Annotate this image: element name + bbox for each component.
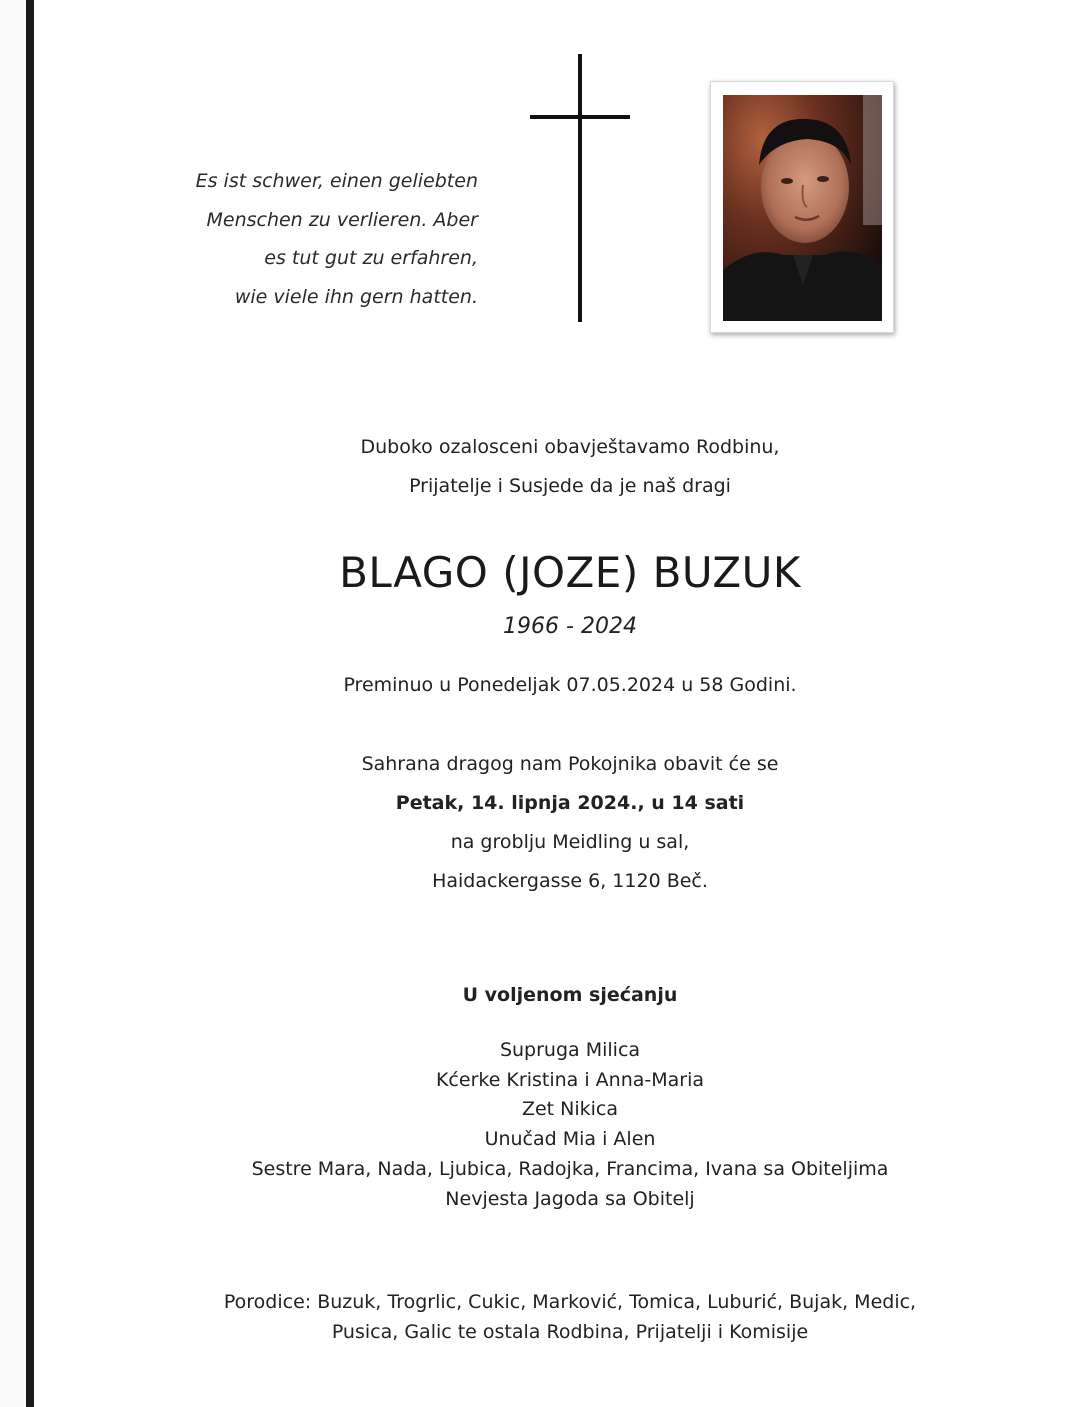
cross-vertical-bar <box>578 54 582 322</box>
families-list <box>60 1288 1080 1347</box>
life-years: 1966 - 2024 <box>503 614 637 639</box>
funeral-details <box>60 745 1080 901</box>
quote-line: es tut gut zu erfahren, <box>264 247 478 269</box>
page-edge <box>0 0 26 1407</box>
memory-title: U voljenom sjećanju <box>462 984 678 1006</box>
portrait-icon <box>723 95 882 321</box>
notice-line: Prijatelje i Susjede da je naš dragi <box>409 475 731 497</box>
notice-text <box>60 428 1080 506</box>
relative-item: Zet Nikica <box>521 1098 619 1121</box>
portrait-photo <box>723 95 882 321</box>
left-border-line <box>26 0 34 1407</box>
relative-item: Unučad Mia i Alen <box>484 1128 656 1151</box>
funeral-address: Haidackergasse 6, 1120 Beč. <box>432 870 708 892</box>
death-notice: Preminuo u Ponedeljak 07.05.2024 u 58 Godini. <box>343 674 797 696</box>
notice-line: Duboko ozalosceni obavještavamo Rodbinu, <box>360 436 780 458</box>
funeral-datetime: Petak, 14. lipnja 2024., u 14 sati <box>395 792 745 814</box>
relative-item: Supruga Milica <box>499 1039 641 1061</box>
quote-line: wie viele ihn gern hatten. <box>234 285 478 308</box>
families-line: Pusica, Galic te ostala Rodbina, Prijatelji i Komisije <box>331 1320 809 1343</box>
families-line: Porodice: Buzuk, Trogrlic, Cukic, Marković, Tomica, Luburić, Bujak, Medic, <box>223 1291 917 1313</box>
quote-line: Es ist schwer, einen geliebten <box>195 170 478 192</box>
deceased-name: BLAGO (JOZE) BUZUK <box>339 548 801 597</box>
funeral-place: na groblju Meidling u sal, <box>450 831 690 853</box>
relative-item: Sestre Mara, Nada, Ljubica, Radojka, Francima, Ivana sa Obiteljima <box>251 1157 889 1180</box>
relatives-list <box>60 1036 1080 1214</box>
portrait-frame <box>710 81 894 333</box>
relative-item: Kćerke Kristina i Anna-Maria <box>435 1068 705 1091</box>
quote-line: Menschen zu verlieren. Aber <box>206 208 478 231</box>
funeral-intro: Sahrana dragog nam Pokojnika obavit će se <box>361 753 779 775</box>
relative-item: Nevjesta Jagoda sa Obitelj <box>445 1187 695 1210</box>
memorial-quote <box>130 162 478 316</box>
cross-horizontal-bar <box>530 115 630 119</box>
